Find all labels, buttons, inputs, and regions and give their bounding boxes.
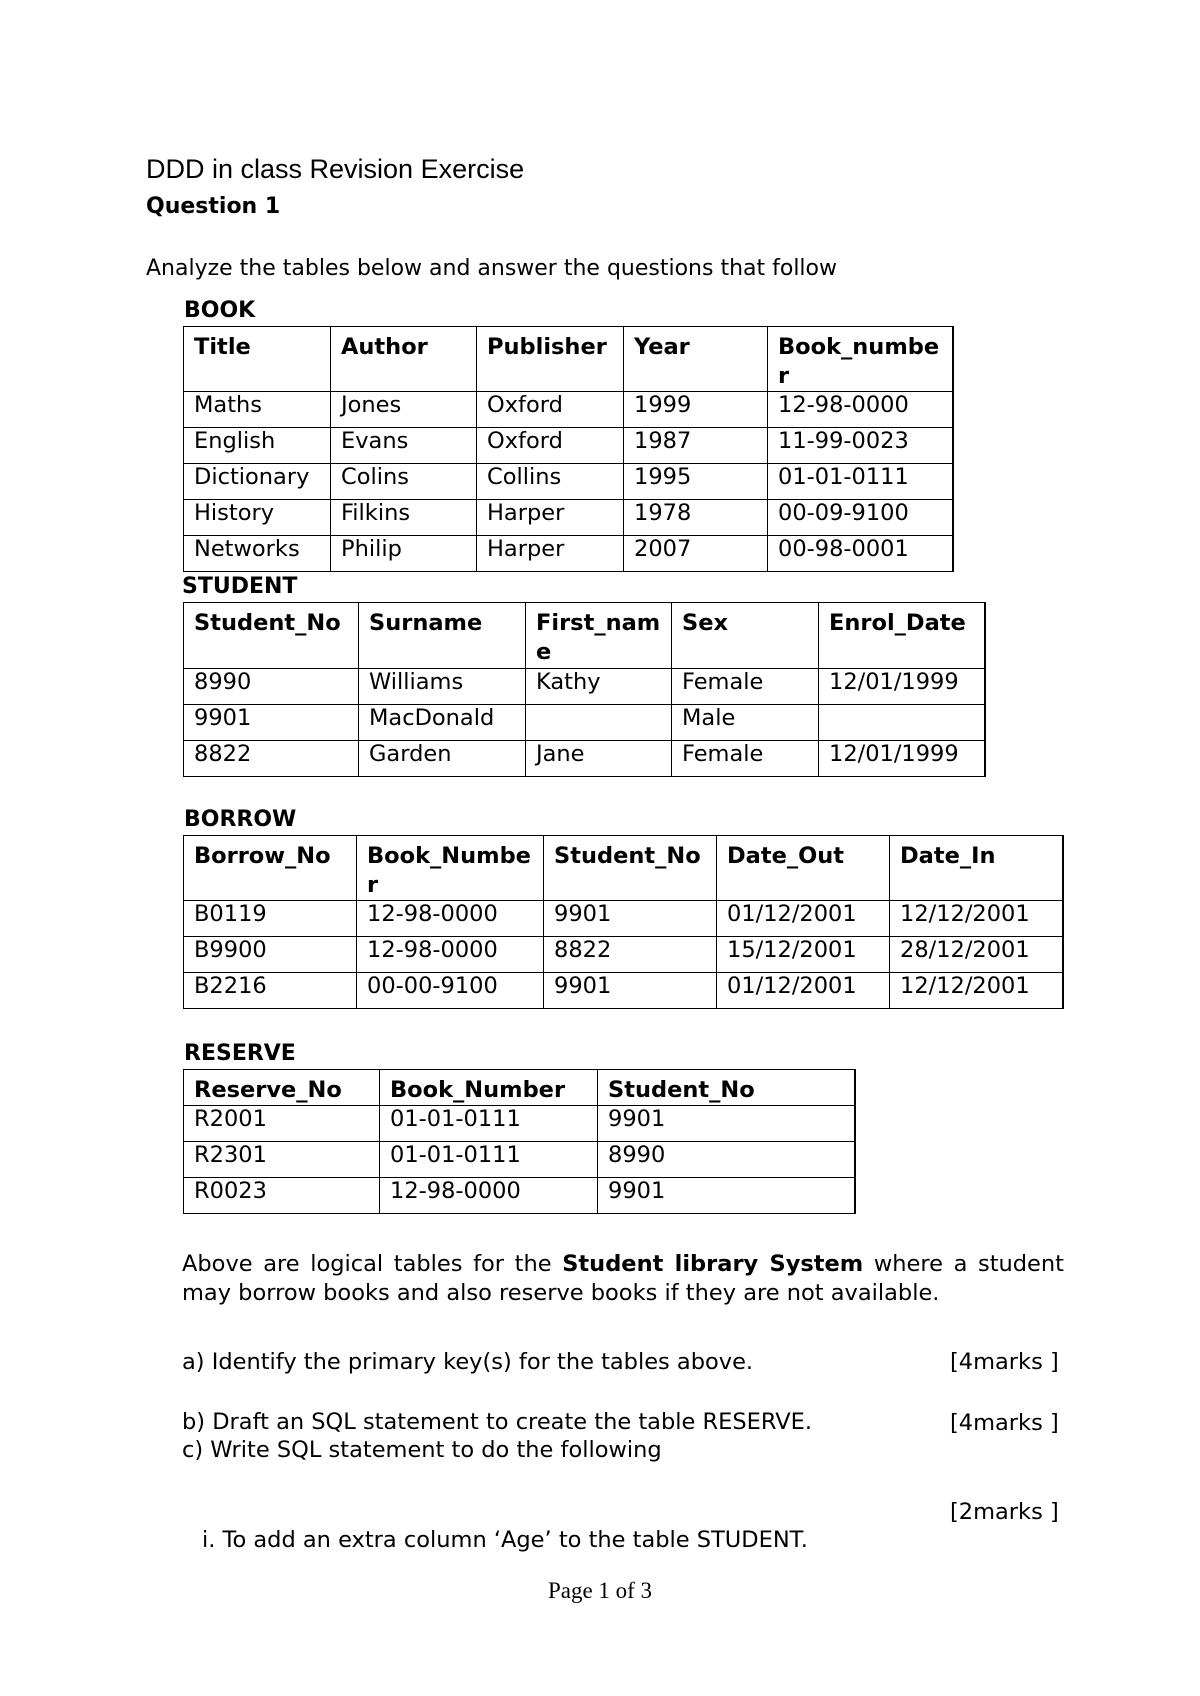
table-cell: 15/12/2001 bbox=[717, 937, 890, 973]
table-cell: 8990 bbox=[598, 1142, 855, 1178]
question-a: a) Identify the primary key(s) for the tables above. bbox=[182, 1349, 754, 1375]
table-cell: 12-98-0000 bbox=[380, 1178, 598, 1214]
document-title: DDD in class Revision Exercise bbox=[146, 154, 525, 184]
question-c-i: i. To add an extra column ‘Age’ to the table STUDENT. bbox=[202, 1527, 808, 1553]
system-description bbox=[182, 1250, 1064, 1308]
table-cell: Garden bbox=[359, 741, 526, 777]
table-cell: History bbox=[184, 500, 331, 536]
marks-b: [4marks ] bbox=[950, 1410, 1059, 1436]
borrow-table bbox=[183, 835, 1064, 1009]
page-footer: Page 1 of 3 bbox=[547, 1578, 653, 1603]
column-header: Publisher bbox=[477, 327, 624, 392]
table-cell: Jones bbox=[331, 392, 477, 428]
table-cell bbox=[526, 705, 672, 741]
table-cell: 12-98-0000 bbox=[357, 901, 544, 937]
table-cell: Female bbox=[672, 741, 819, 777]
table-cell: 28/12/2001 bbox=[890, 937, 1063, 973]
table-cell: Jane bbox=[526, 741, 672, 777]
table-row bbox=[184, 937, 1063, 973]
table-cell: 9901 bbox=[184, 705, 359, 741]
table-cell: B9900 bbox=[184, 937, 357, 973]
table-cell: 9901 bbox=[544, 901, 717, 937]
table-header-row bbox=[184, 603, 985, 669]
table-header-row bbox=[184, 327, 953, 392]
table-cell: 01-01-0111 bbox=[380, 1106, 598, 1142]
paragraph-before: Above are logical tables for the bbox=[182, 1251, 563, 1277]
table-cell: 9901 bbox=[598, 1106, 855, 1142]
table-cell: Williams bbox=[359, 669, 526, 705]
table-cell: Oxford bbox=[477, 428, 624, 464]
table-cell: 9901 bbox=[544, 973, 717, 1009]
table-cell: 2007 bbox=[624, 536, 768, 572]
table-row bbox=[184, 705, 985, 741]
table-cell: MacDonald bbox=[359, 705, 526, 741]
table-cell: 01/12/2001 bbox=[717, 901, 890, 937]
table-header-row bbox=[184, 836, 1063, 901]
student-table bbox=[183, 602, 986, 777]
table-cell: 11-99-0023 bbox=[768, 428, 953, 464]
table-cell: Maths bbox=[184, 392, 331, 428]
table-row bbox=[184, 428, 953, 464]
table-cell: Oxford bbox=[477, 392, 624, 428]
table-cell: 12-98-0000 bbox=[768, 392, 953, 428]
column-header: Sex bbox=[672, 603, 819, 669]
table-cell: 8822 bbox=[184, 741, 359, 777]
table-cell: 01/12/2001 bbox=[717, 973, 890, 1009]
column-header: Surname bbox=[359, 603, 526, 669]
table-row bbox=[184, 1178, 855, 1214]
table-cell: R0023 bbox=[184, 1178, 380, 1214]
table-cell: Philip bbox=[331, 536, 477, 572]
table-cell: Evans bbox=[331, 428, 477, 464]
book-table bbox=[183, 326, 954, 572]
table-header-row bbox=[184, 1070, 855, 1106]
table-cell: 00-09-9100 bbox=[768, 500, 953, 536]
column-header: First_name bbox=[526, 603, 672, 669]
table-cell: 8990 bbox=[184, 669, 359, 705]
table-cell: B2216 bbox=[184, 973, 357, 1009]
table-cell: 12-98-0000 bbox=[357, 937, 544, 973]
marks-a: [4marks ] bbox=[950, 1349, 1059, 1375]
table-cell: 1995 bbox=[624, 464, 768, 500]
table-cell: 8822 bbox=[544, 937, 717, 973]
table-cell bbox=[819, 705, 985, 741]
table-cell: B0119 bbox=[184, 901, 357, 937]
column-header: Book_Number bbox=[380, 1070, 598, 1106]
table-row bbox=[184, 464, 953, 500]
table-row bbox=[184, 392, 953, 428]
column-header: Title bbox=[184, 327, 331, 392]
table-cell: 01-01-0111 bbox=[380, 1142, 598, 1178]
table-cell: Female bbox=[672, 669, 819, 705]
table-cell: 1999 bbox=[624, 392, 768, 428]
marks-i: [2marks ] bbox=[950, 1499, 1059, 1525]
column-header: Date_Out bbox=[717, 836, 890, 901]
column-header: Author bbox=[331, 327, 477, 392]
table-cell: 00-00-9100 bbox=[357, 973, 544, 1009]
table-row bbox=[184, 669, 985, 705]
table-cell: 01-01-0111 bbox=[768, 464, 953, 500]
book-table-label: BOOK bbox=[184, 298, 256, 323]
column-header: Student_No bbox=[184, 603, 359, 669]
table-cell: Dictionary bbox=[184, 464, 331, 500]
table-row bbox=[184, 973, 1063, 1009]
column-header: Borrow_No bbox=[184, 836, 357, 901]
table-cell: Harper bbox=[477, 500, 624, 536]
table-cell: 00-98-0001 bbox=[768, 536, 953, 572]
table-cell: Collins bbox=[477, 464, 624, 500]
column-header: Enrol_Date bbox=[819, 603, 985, 669]
student-table-label: STUDENT bbox=[182, 574, 298, 599]
table-cell: 9901 bbox=[598, 1178, 855, 1214]
column-header: Student_No bbox=[544, 836, 717, 901]
table-cell: 12/01/1999 bbox=[819, 669, 985, 705]
reserve-table bbox=[183, 1069, 856, 1214]
reserve-table-label: RESERVE bbox=[184, 1041, 296, 1066]
table-cell: Kathy bbox=[526, 669, 672, 705]
column-header: Year bbox=[624, 327, 768, 392]
table-row bbox=[184, 741, 985, 777]
column-header: Book_Number bbox=[357, 836, 544, 901]
table-row bbox=[184, 901, 1063, 937]
table-cell: Harper bbox=[477, 536, 624, 572]
table-cell: R2301 bbox=[184, 1142, 380, 1178]
table-cell: 1978 bbox=[624, 500, 768, 536]
question-heading: Question 1 bbox=[146, 194, 281, 219]
table-row bbox=[184, 500, 953, 536]
table-cell: 1987 bbox=[624, 428, 768, 464]
table-row bbox=[184, 536, 953, 572]
table-cell: English bbox=[184, 428, 331, 464]
table-cell: R2001 bbox=[184, 1106, 380, 1142]
table-cell: Male bbox=[672, 705, 819, 741]
column-header: Date_In bbox=[890, 836, 1063, 901]
column-header: Book_number bbox=[768, 327, 953, 392]
column-header: Student_No bbox=[598, 1070, 855, 1106]
borrow-table-label: BORROW bbox=[184, 807, 297, 832]
table-cell: Filkins bbox=[331, 500, 477, 536]
question-b: b) Draft an SQL statement to create the table RESERVE. bbox=[182, 1409, 812, 1435]
table-cell: Networks bbox=[184, 536, 331, 572]
table-row bbox=[184, 1142, 855, 1178]
question-c: c) Write SQL statement to do the following bbox=[182, 1437, 662, 1463]
table-cell: 12/12/2001 bbox=[890, 901, 1063, 937]
table-cell: Colins bbox=[331, 464, 477, 500]
paragraph-after: where a student may borrow books and also reserve books if they are not available. bbox=[182, 1251, 1064, 1306]
table-row bbox=[184, 1106, 855, 1142]
table-cell: 12/12/2001 bbox=[890, 973, 1063, 1009]
intro-text: Analyze the tables below and answer the questions that follow bbox=[146, 256, 838, 281]
table-cell: 12/01/1999 bbox=[819, 741, 985, 777]
column-header: Reserve_No bbox=[184, 1070, 380, 1106]
system-name: Student library System bbox=[562, 1251, 864, 1277]
